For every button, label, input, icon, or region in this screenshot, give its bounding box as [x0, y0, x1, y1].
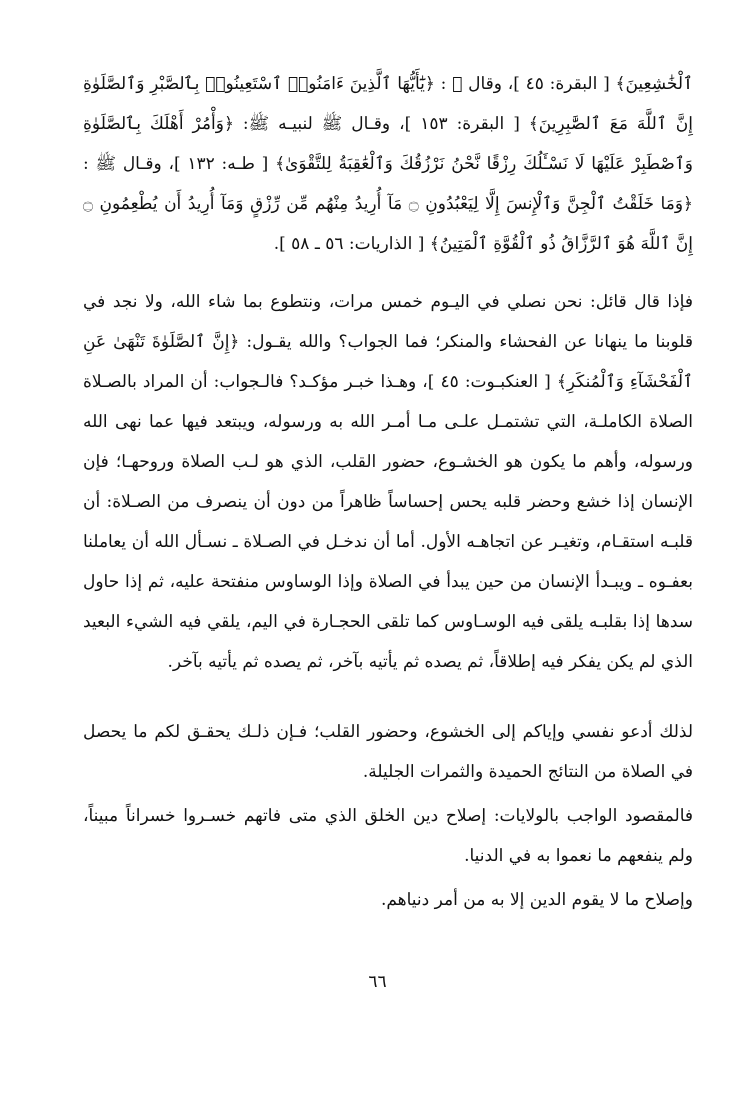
paragraph-khushu-call: لذلك أدعو نفسي وإياكم إلى الخشوع، وحضور القلب؛ فـإن ذلـك يحقـق لكم ما يحصل في الصلاة من النتائج الحميدة والثمرات الجليلة. — [83, 722, 693, 782]
paragraph-quran-verses: ٱلْخَٰشِعِينَ﴾ [ البقرة: ٤٥ ]، وقال ﷺ : ﴿يَٰٓأَيُّهَا ٱلَّذِينَ ءَامَنُوا۟ ٱسْتَعِينُوا۟ بِٱلصَّبْرِ وَٱلصَّلَوٰةِ إِنَّ ٱللَّهَ مَعَ ٱلصَّٰبِرِينَ﴾ [ البقرة: ١٥٣ ]، وقـال ﷺ لنبيـه ﷺ: ﴿وَأْمُرْ أَهْلَكَ بِٱلصَّلَوٰةِ وَٱصْطَبِرْ عَلَيْهَا لَا نَسْـَٔلُكَ رِزْقًا نَّحْنُ نَرْزُقُكَ وَٱلْعَٰقِبَةُ لِلتَّقْوَىٰ﴾ [ طـه: ١٣٢ ]، وقـال ﷺ : ﴿وَمَا خَلَقْتُ ٱلْجِنَّ وَٱلْإِنسَ إِلَّا لِيَعْبُدُونِ ۝ مَآ أُرِيدُ مِنْهُم مِّن رِّزْقٍ وَمَآ أُرِيدُ أَن يُطْعِمُونِ ۝ إِنَّ ٱللَّهَ هُوَ ٱلرَّزَّاقُ ذُو ٱلْقُوَّةِ ٱلْمَتِينُ﴾ [ الذاريات: ٥٦ ـ ٥٨ ]. — [83, 74, 694, 254]
paragraph-wilayat-purpose: فالمقصود الواجب بالولايات: إصلاح دين الخلق الذي متى فاتهم خسـروا خسراناً مبيناً، ولم ينفعهم ما نعموا به في الدنيا. — [83, 806, 693, 866]
paragraph-question-answer: فإذا قال قائل: نحن نصلي في اليـوم خمس مرات، ونتطوع بما شاء الله، ولا نجد في قلوبنا ما ينهانا عن الفحشاء والمنكر؛ فما الجواب؟ والله يقـول: ﴿إِنَّ ٱلصَّلَوٰةَ تَنْهَىٰ عَنِ ٱلْفَحْشَآءِ وَٱلْمُنكَرِ﴾ [ العنكبـوت: ٤٥ ]، وهـذا خبـر مؤكـد؟ فالـجواب: أن المراد بالصـلاة الصلاة الكاملـة، التي تشتمـل علـى مـا أمـر الله به ورسوله، ويبتعد فيها عما نهى الله ورسوله، وأهم ما يكون هو الخشـوع، حضور القلب، الذي هو لـب الصلاة وروحهـا؛ فإن الإنسان إذا خشع وحضر قلبه يحس إحساساً ظاهراً من دون أن ينصرف من الصـلاة: أن قلبـه استقـام، وتغيـر عن اتجاهـه الأول. أما أن ندخـل في الصـلاة ـ نسـأل الله أن يعاملنا بعفـوه ـ ويبـدأ الإنسان من حين يبدأ في الصلاة وإذا الوساوس منفتحة عليه، ثم إذا حاول سدها إذا بقلبـه يلقى فيه الوسـاوس كما تلقى الحجـارة في اليم، يلقي فيه الشيء البعيد الذي لم يكن يفكر فيه إطلاقاً، ثم يصده ثم يأتيه بآخر، ثم يصده ثم يأتيه بآخر. — [83, 292, 693, 672]
paragraph-worldly-reform: وإصلاح ما لا يقوم الدين إلا به من أمر دنياهم. — [380, 890, 693, 910]
page-number: ٦٦ — [368, 972, 387, 992]
